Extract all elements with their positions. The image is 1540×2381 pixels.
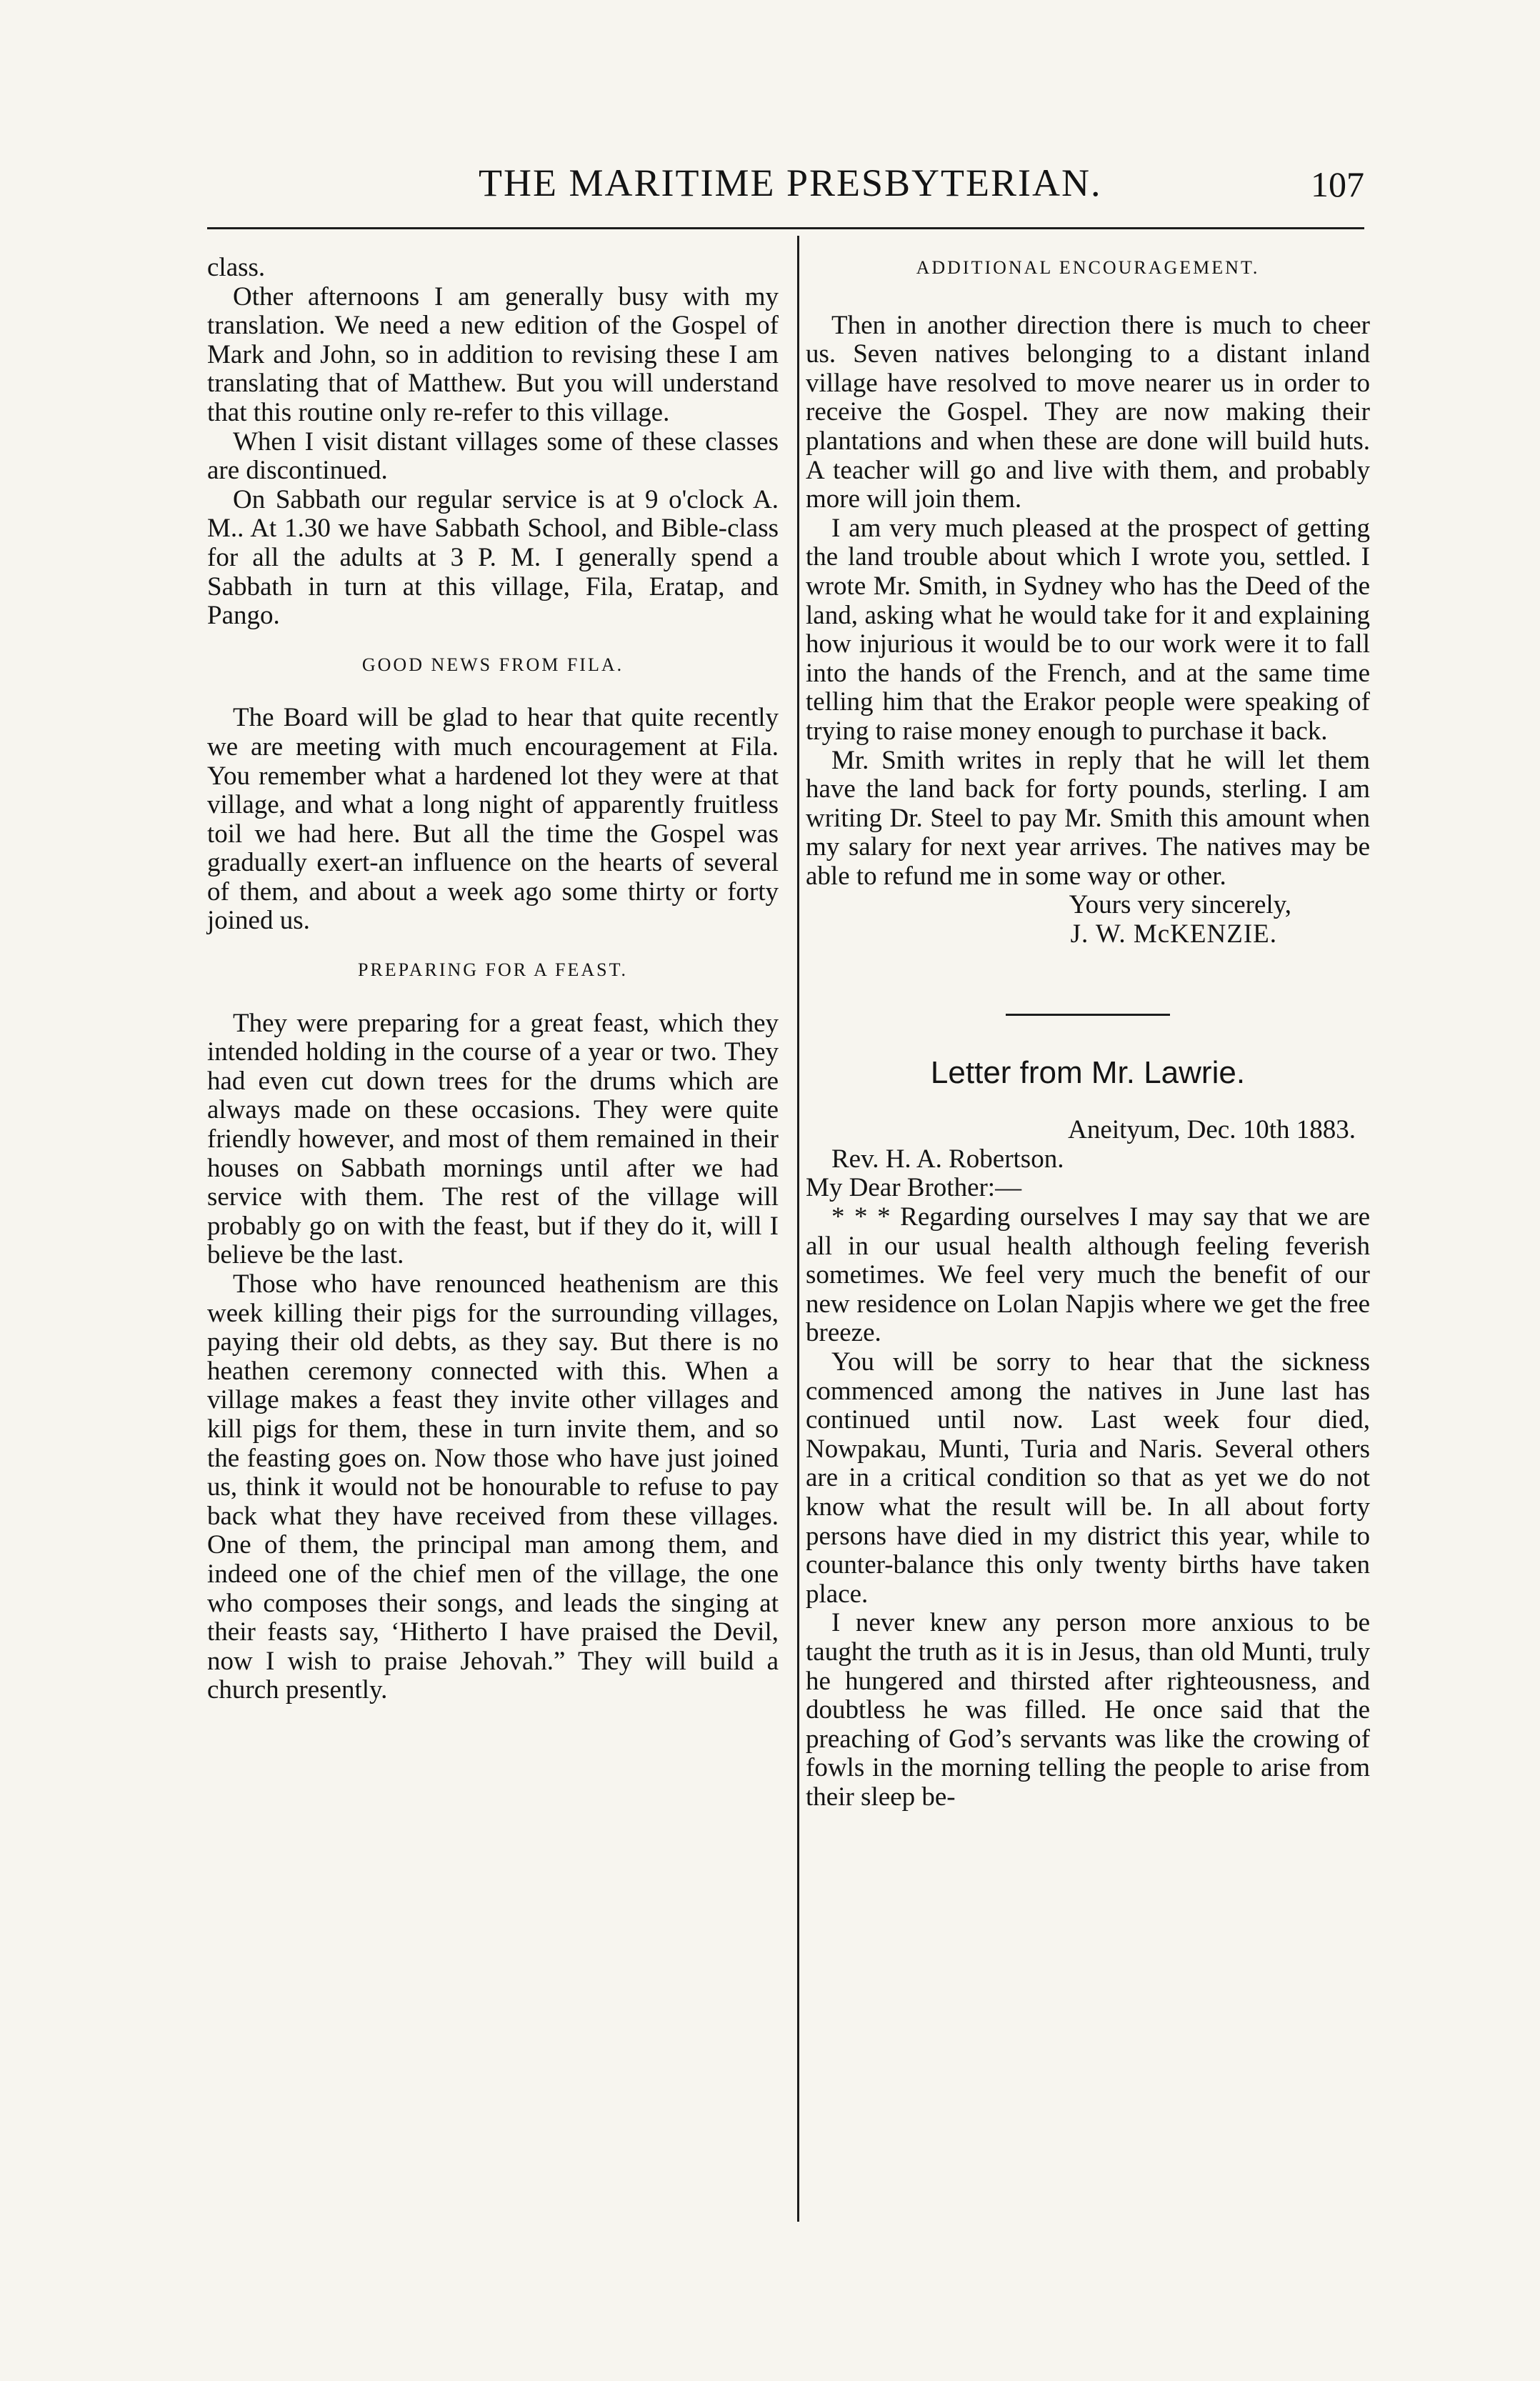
page-number: 107 (1311, 164, 1364, 204)
addressee: Rev. H. A. Robertson. (831, 1144, 1064, 1174)
paragraph: I never knew any person more anxious to be taught the truth as it is in Jesus, than old Munti, truly he hungered and thirsted after righteousness, and doubtless he was filled. He once said that the preaching of God’s servants was like the crowing of fowls in the morning telling the people to arise from their sleep be- (806, 1608, 1370, 1812)
running-title: THE MARITIME PRESBYTERIAN. (479, 161, 1102, 204)
paragraph: On Sabbath our regular service is at 9 o'clock A. M.. At 1.30 we have Sabbath School, and Bible-class for all the adults at 3 P. M. I generally spend a Sabbath in turn at this village, Fila, Eratap, and Pango. (207, 484, 779, 631)
section-heading-feast: PREPARING FOR A FEAST. (357, 959, 629, 981)
header-rule (207, 227, 1364, 229)
paragraph: * * * Regarding ourselves I may say that we are all in our usual health although feeling feverish sometimes. We feel very much the benefit of our new residence on Lolan Napjis where we get the free breeze. (806, 1202, 1370, 1348)
paragraph: When I visit distant villages some of these classes are discontinued. (207, 426, 779, 486)
right-column (806, 254, 1370, 1812)
section-separator-rule (1006, 1014, 1170, 1016)
section-heading-fila: GOOD NEWS FROM FILA. (361, 654, 624, 675)
running-head (193, 161, 1407, 204)
paragraph: Those who have renounced heathenism are this week killing their pigs for the surrounding villages, paying their old debts, as they say. But there is no heathen ceremony connected with this. When a village makes a feast they invite other villages and kill pigs for them, these in turn invite them, and so the feasting goes on. Now those who have just joined us, think it would not be honourable to refuse to pay back what they have received from these villages. One of them, the principal man among them, and indeed one of the chief men of the village, the one who composes their songs, and leads the singing at their feasts say, ‘Hitherto I have praised the Devil, now I wish to praise Jehovah.” They will build a church presently. (207, 1269, 779, 1705)
signature: J. W. McKENZIE. (1070, 919, 1277, 949)
paragraph: The Board will be glad to hear that quite recently we are meeting with much encouragement at Fila. You remember what a hardened lot they were at that village, and what a long night of apparently fruitless toil we had here. But all the time the Gospel was gradually exert-an influence on the hearts of several of them, and about a week ago some thirty or forty joined us. (207, 703, 779, 936)
section-heading-encouragement: ADDITIONAL ENCOURAGEMENT. (916, 257, 1260, 278)
paragraph: You will be sorry to hear that the sickness commenced among the natives in June last has continued until now. Last week four died, Nowpakau, Munti, Turia and Naris. Several others are in a critical condition so that as yet we do not know what the result will be. In all about forty persons have died in my district this year, while to counter-balance this only twenty births have taken place. (806, 1347, 1370, 1609)
left-column (207, 254, 779, 1705)
paragraph: They were preparing for a great feast, which they intended holding in the course of a year or two. They had even cut down trees for the drums which are always made on these occasions. They were quite friendly however, and most of them remained in their houses on Sabbath mornings until after we had service with them. The rest of the village will probably go on with the feast, but if they do it, will I believe be the last. (207, 1008, 779, 1270)
salutation: My Dear Brother:— (806, 1173, 1022, 1203)
dateline: Aneityum, Dec. 10th 1883. (1068, 1115, 1356, 1145)
column-divider (797, 236, 799, 2222)
paragraph: I am very much pleased at the prospect of getting the land trouble about which I wrote you, settled. I wrote Mr. Smith, in Sydney who has the Deed of the land, asking what he would take for it and explaining how injurious it would be to our work were it to fall into the hands of the French, and at the same time telling him that the Erakor people were speaking of trying to raise money enough to purchase it back. (806, 513, 1370, 746)
paragraph: Then in another direction there is much to cheer us. Seven natives belonging to a distant inland village have resolved to move nearer us in order to receive the Gospel. They are now making their plantations and when these are done will build huts. A teacher will go and live with them, and probably more will join them. (806, 310, 1370, 514)
paragraph: Mr. Smith writes in reply that he will let them have the land back for forty pounds, sterling. I am writing Dr. Steel to pay Mr. Smith this amount when my salary for next year arrives. The natives may be able to refund me in some way or other. (806, 745, 1370, 891)
signoff: Yours very sincerely, (1069, 890, 1291, 920)
paragraph: Other afternoons I am generally busy with my translation. We need a new edition of the Gospel of Mark and John, so in addition to revising these I am translating that of Matthew. But you will understand that this routine only re-refer to this village. (207, 281, 779, 427)
paragraph: class. (207, 253, 266, 282)
letter-title: Letter from Mr. Lawrie. (930, 1054, 1246, 1090)
